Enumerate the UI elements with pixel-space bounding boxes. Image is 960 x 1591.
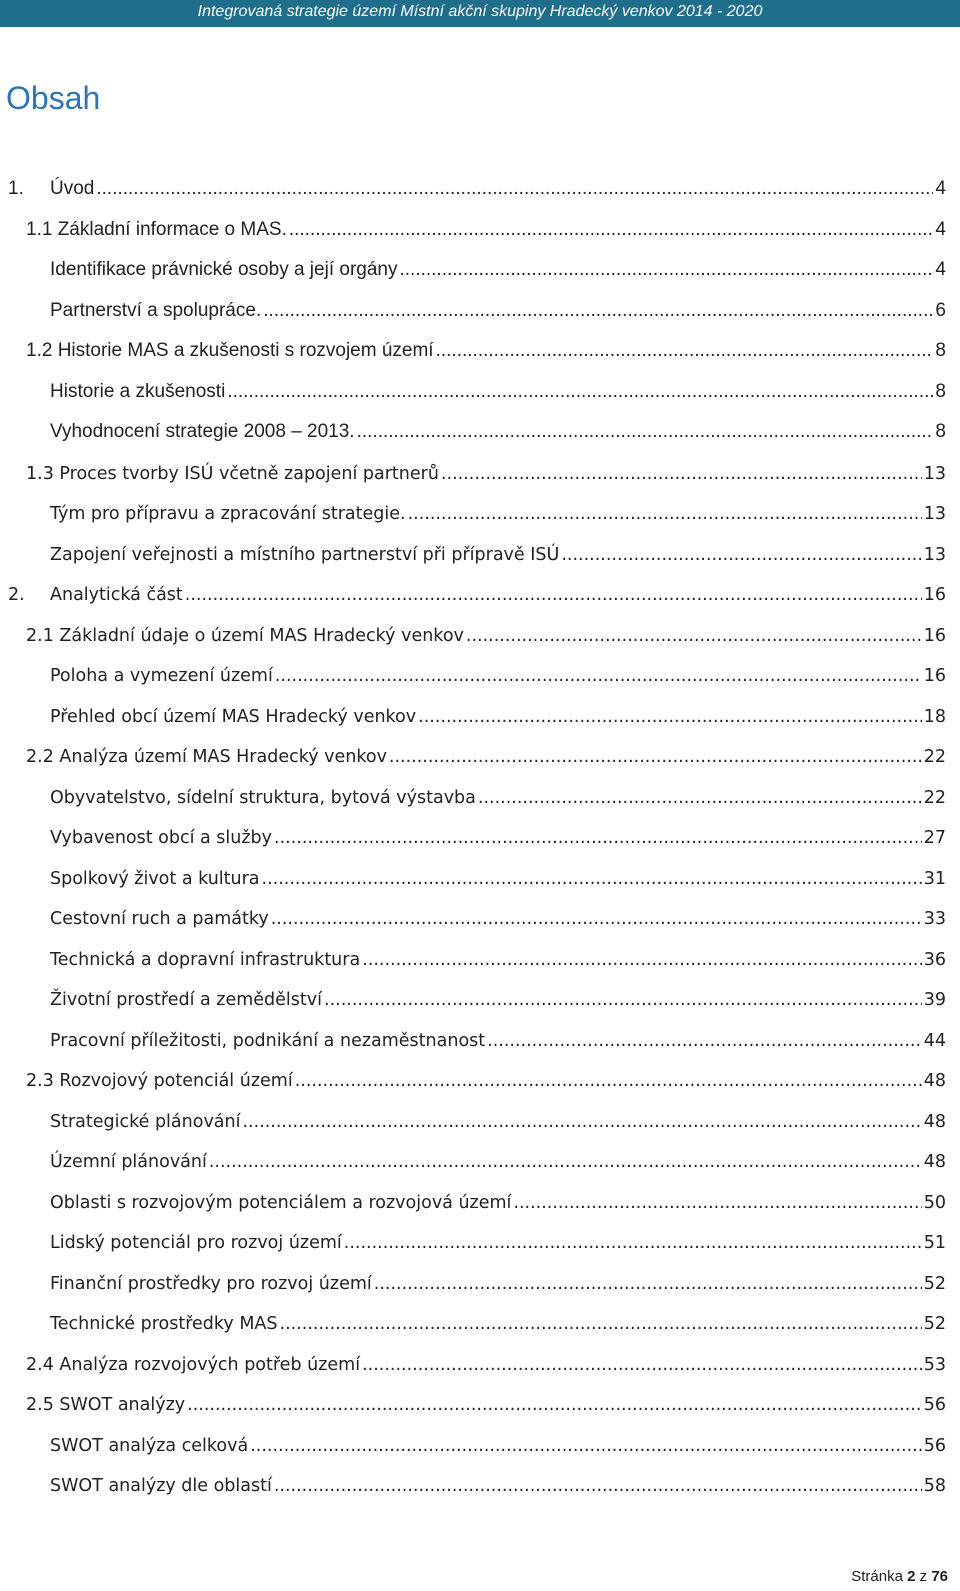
toc-entry-label: Cestovní ruch a památky — [50, 909, 269, 929]
toc-entry-label: 2.5 SWOT analýzy — [26, 1395, 186, 1415]
toc-entry-page-number: 16 — [923, 625, 946, 646]
toc-entry-label: Pracovní příležitosti, podnikání a nezaměstnanost — [50, 1030, 486, 1051]
toc-entry[interactable] — [50, 1138, 946, 1172]
toc-entry-label: 1.2 Historie MAS a zkušenosti s rozvojem území — [26, 340, 434, 361]
toc-dot-leader — [362, 1355, 922, 1375]
toc-entry-label: 1.1 Základní informace o MAS. — [26, 218, 287, 240]
toc-dot-leader — [389, 747, 922, 767]
toc-dot-leader — [263, 300, 933, 322]
toc-dot-leader — [478, 788, 922, 808]
toc-entry-page-number: 52 — [923, 1273, 946, 1294]
toc-dot-leader — [227, 381, 933, 403]
toc-entry[interactable] — [50, 1219, 946, 1253]
toc-entry-page-number: 8 — [935, 380, 946, 402]
toc-entry-page-number: 18 — [923, 706, 946, 727]
toc-entry[interactable] — [26, 1381, 946, 1415]
toc-dot-leader — [274, 1476, 922, 1496]
toc-dot-leader — [274, 828, 922, 848]
toc-entry-label: SWOT analýzy dle oblastí — [50, 1476, 272, 1496]
toc-entry[interactable] — [50, 1098, 946, 1132]
page-footer — [851, 1568, 948, 1585]
toc-entry-label: SWOT analýza celková — [50, 1435, 249, 1456]
toc-dot-leader — [436, 340, 934, 362]
toc-entry[interactable] — [26, 1341, 946, 1375]
toc-entry-label: Partnerství a spolupráce. — [50, 299, 262, 321]
header-band — [0, 0, 960, 27]
toc-dot-leader — [399, 259, 933, 281]
toc-dot-leader — [344, 1233, 922, 1253]
toc-entry-label: 2.2 Analýza území MAS Hradecký venkov — [26, 747, 387, 767]
footer-total-pages: 76 — [931, 1568, 948, 1585]
toc-entry[interactable] — [50, 1260, 946, 1294]
toc-entry-label: Analytická část — [50, 585, 183, 605]
toc-dot-leader — [262, 869, 922, 889]
toc-entry-page-number: 48 — [923, 1071, 946, 1091]
toc-entry-label: Tým pro přípravu a zpracování strategie. — [50, 504, 406, 524]
toc-entry-label: Spolkový život a kultura — [50, 868, 260, 889]
toc-entry-label: Obyvatelstvo, sídelní struktura, bytová výstavba — [50, 787, 476, 808]
toc-entry-page-number: 13 — [923, 544, 946, 565]
toc-entry[interactable] — [26, 450, 946, 484]
toc-dot-leader — [513, 1193, 921, 1213]
toc-entry[interactable] — [50, 774, 946, 808]
toc-entry-page-number: 51 — [923, 1233, 946, 1253]
toc-entry-label: 2.4 Analýza rozvojových potřeb území — [26, 1354, 361, 1375]
toc-entry-label: Poloha a vymezení území — [50, 666, 273, 686]
toc-entry-label: 2.1 Základní údaje o území MAS Hradecký venkov — [26, 625, 464, 646]
toc-entry[interactable] — [50, 288, 946, 322]
toc-dot-leader — [96, 178, 933, 200]
toc-entry[interactable] — [50, 1017, 946, 1051]
toc-dot-leader — [362, 950, 922, 970]
toc-entry-page-number: 27 — [923, 828, 946, 848]
toc-entry-page-number: 58 — [923, 1476, 946, 1496]
toc-heading: Obsah — [6, 80, 101, 116]
toc-entry-page-number: 8 — [935, 340, 946, 361]
toc-entry[interactable] — [26, 328, 946, 362]
toc-entry[interactable] — [50, 247, 946, 281]
toc-entry[interactable] — [50, 976, 946, 1010]
toc-entry-page-number: 50 — [923, 1192, 946, 1213]
toc-entry[interactable] — [26, 612, 946, 646]
toc-entry-page-number: 48 — [923, 1152, 946, 1172]
toc-entry[interactable] — [26, 733, 946, 767]
toc-entry[interactable] — [50, 369, 946, 403]
toc-entry-label: Strategické plánování — [50, 1111, 241, 1132]
toc-entry-label: Přehled obcí území MAS Hradecký venkov — [50, 706, 417, 727]
toc-entry-label: Zapojení veřejnosti a místního partnerství při přípravě ISÚ — [50, 544, 560, 565]
toc-entry-label: Lidský potenciál pro rozvoj území — [50, 1233, 342, 1253]
toc-dot-leader — [242, 1112, 921, 1132]
toc-dot-leader — [275, 666, 922, 686]
toc-entry-number: 2. — [8, 585, 25, 605]
toc-entry[interactable] — [50, 936, 946, 970]
toc-entry-page-number: 8 — [935, 421, 946, 442]
footer-prefix: Stránka — [851, 1568, 903, 1585]
toc-entry-label: Vyhodnocení strategie 2008 – 2013. — [50, 421, 355, 442]
toc-entry-page-number: 36 — [923, 949, 946, 970]
toc-entry[interactable] — [50, 895, 946, 929]
document-header-title: Integrovaná strategie území Místní akční skupiny Hradecký venkov 2014 - 2020 — [197, 3, 763, 20]
toc-entry-page-number: 6 — [935, 299, 946, 321]
toc-entry-label: Technické prostředky MAS — [50, 1314, 278, 1334]
toc-entry[interactable] — [26, 1057, 946, 1091]
toc-entry-page-number: 31 — [923, 868, 946, 889]
toc-entry-label: 1.3 Proces tvorby ISÚ včetně zapojení partnerů — [26, 463, 439, 484]
toc-entry-page-number: 48 — [923, 1111, 946, 1132]
toc-dot-leader — [418, 707, 922, 727]
toc-entry-page-number: 56 — [923, 1435, 946, 1456]
toc-entry-label: Životní prostředí a zemědělství — [50, 990, 322, 1010]
toc-entry-page-number: 22 — [923, 747, 946, 767]
toc-dot-leader — [441, 464, 922, 484]
toc-entry-page-number: 53 — [923, 1354, 946, 1375]
toc-entry[interactable] — [50, 1179, 946, 1213]
toc-entry-label: Úvod — [50, 178, 95, 199]
toc-entry-label: Oblasti s rozvojovým potenciálem a rozvojová území — [50, 1192, 512, 1213]
toc-entry-label: Historie a zkušenosti — [50, 380, 226, 402]
toc-dot-leader — [289, 219, 934, 241]
toc-entry[interactable] — [50, 531, 946, 565]
toc-entry-page-number: 22 — [923, 787, 946, 808]
toc-dot-leader — [324, 990, 922, 1010]
footer-current-page: 2 — [907, 1568, 916, 1585]
toc-entry[interactable] — [8, 571, 946, 605]
toc-entry-page-number: 16 — [923, 585, 946, 605]
toc-dot-leader — [187, 1395, 922, 1415]
toc-entry-page-number: 52 — [923, 1314, 946, 1334]
toc-entry-page-number: 4 — [935, 178, 946, 199]
footer-separator: z — [919, 1568, 928, 1585]
toc-entry-page-number: 13 — [923, 463, 946, 484]
toc-dot-leader — [487, 1031, 922, 1051]
toc-dot-leader — [209, 1152, 922, 1172]
toc-dot-leader — [280, 1314, 922, 1334]
toc-dot-leader — [295, 1071, 922, 1091]
toc-entry-page-number: 39 — [923, 990, 946, 1010]
toc-dot-leader — [250, 1436, 922, 1456]
toc-entry[interactable] — [50, 409, 946, 443]
toc-dot-leader — [466, 626, 922, 646]
toc-dot-leader — [408, 504, 922, 524]
toc-entry[interactable] — [50, 490, 946, 524]
toc-entry-page-number: 44 — [923, 1030, 946, 1051]
toc-entry-label: Technická a dopravní infrastruktura — [50, 949, 361, 970]
toc-entry[interactable] — [50, 1300, 946, 1334]
toc-dot-leader — [374, 1274, 922, 1294]
toc-entry[interactable] — [50, 814, 946, 848]
toc-entry[interactable] — [26, 207, 946, 241]
toc-entry-page-number: 13 — [923, 504, 946, 524]
toc-dot-leader — [357, 421, 934, 443]
toc-entry-page-number: 4 — [935, 259, 946, 280]
toc-dot-leader — [561, 545, 921, 565]
toc-entry[interactable] — [50, 1422, 946, 1456]
toc-entry[interactable] — [50, 693, 946, 727]
toc-entry-label: Identifikace právnické osoby a její orgány — [50, 259, 398, 280]
toc-entry-page-number: 33 — [923, 909, 946, 929]
toc-entry[interactable] — [8, 166, 946, 200]
toc-dot-leader — [271, 909, 922, 929]
toc-entry-label: Vybavenost obcí a služby — [50, 828, 273, 848]
toc-entry-label: Finanční prostředky pro rozvoj území — [50, 1273, 372, 1294]
toc-entry-page-number: 56 — [923, 1395, 946, 1415]
toc-entry[interactable] — [50, 652, 946, 686]
toc-entry-page-number: 4 — [935, 218, 946, 240]
toc-entry-number: 1. — [8, 178, 24, 199]
toc-entry[interactable] — [50, 1462, 946, 1496]
toc-dot-leader — [185, 585, 922, 605]
toc-entry-label: Územní plánování — [50, 1152, 207, 1172]
toc-entry[interactable] — [50, 855, 946, 889]
toc-entry-page-number: 16 — [923, 666, 946, 686]
toc-entry-label: 2.3 Rozvojový potenciál území — [26, 1071, 293, 1091]
